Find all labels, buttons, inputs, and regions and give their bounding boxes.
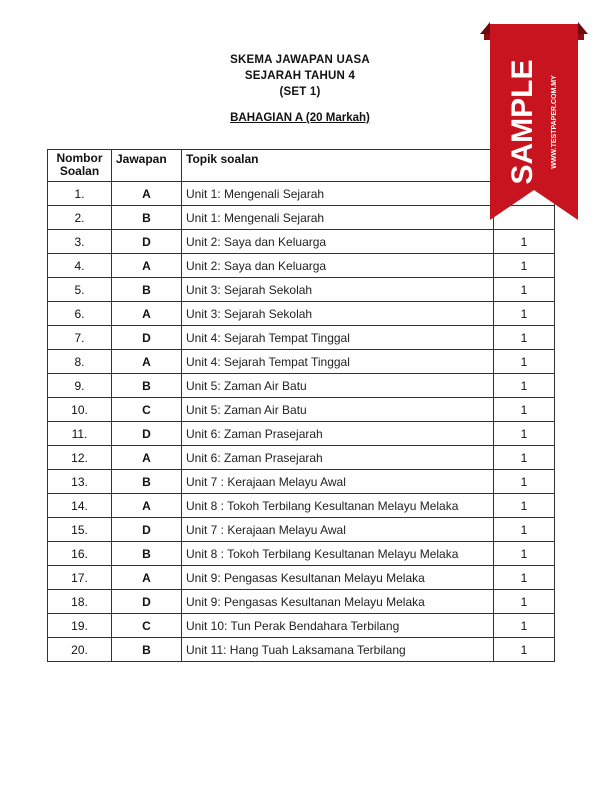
- table-row: [48, 278, 555, 302]
- mark: 1: [494, 422, 555, 446]
- sample-watermark-ribbon: [478, 20, 590, 238]
- table-row: [48, 254, 555, 278]
- table-row: [48, 398, 555, 422]
- question-number: 5.: [48, 278, 112, 302]
- mark: 1: [494, 590, 555, 614]
- topic: Unit 9: Pengasas Kesultanan Melayu Melaka: [182, 590, 494, 614]
- table-row: [48, 518, 555, 542]
- question-number: 6.: [48, 302, 112, 326]
- question-number: 14.: [48, 494, 112, 518]
- answer-letter: D: [112, 518, 182, 542]
- mark: 1: [494, 302, 555, 326]
- question-number: 3.: [48, 230, 112, 254]
- answer-letter: A: [112, 302, 182, 326]
- table-row: [48, 566, 555, 590]
- question-number: 7.: [48, 326, 112, 350]
- table-row: [48, 446, 555, 470]
- answer-letter: C: [112, 398, 182, 422]
- table-row: [48, 614, 555, 638]
- topic: Unit 1: Mengenali Sejarah: [182, 182, 494, 206]
- mark: 1: [494, 566, 555, 590]
- answer-letter: A: [112, 446, 182, 470]
- mark: 1: [494, 278, 555, 302]
- header-question-number: [48, 150, 112, 182]
- table-row: [48, 350, 555, 374]
- question-number: 20.: [48, 638, 112, 662]
- table-row: [48, 302, 555, 326]
- answer-letter: A: [112, 254, 182, 278]
- question-number: 13.: [48, 470, 112, 494]
- answer-letter: A: [112, 182, 182, 206]
- topic: Unit 2: Saya dan Keluarga: [182, 230, 494, 254]
- answer-letter: B: [112, 206, 182, 230]
- topic: Unit 3: Sejarah Sekolah: [182, 278, 494, 302]
- mark: 1: [494, 614, 555, 638]
- mark: 1: [494, 518, 555, 542]
- mark: 1: [494, 254, 555, 278]
- question-number: 10.: [48, 398, 112, 422]
- topic: Unit 4: Sejarah Tempat Tinggal: [182, 326, 494, 350]
- mark: 1: [494, 326, 555, 350]
- table-row: [48, 638, 555, 662]
- question-number: 8.: [48, 350, 112, 374]
- table-row: [48, 494, 555, 518]
- question-number: 9.: [48, 374, 112, 398]
- answer-letter: C: [112, 614, 182, 638]
- question-number: 4.: [48, 254, 112, 278]
- table-row: [48, 374, 555, 398]
- table-row: [48, 542, 555, 566]
- topic: Unit 9: Pengasas Kesultanan Melayu Melaka: [182, 566, 494, 590]
- mark: 1: [494, 470, 555, 494]
- title-line-3: (SET 1): [279, 86, 321, 98]
- table-row: [48, 590, 555, 614]
- topic: Unit 8 : Tokoh Terbilang Kesultanan Melayu Melaka: [182, 494, 494, 518]
- question-number: 18.: [48, 590, 112, 614]
- question-number: 11.: [48, 422, 112, 446]
- header-question-number-line1: Nombor: [56, 151, 103, 165]
- ribbon-site-url: WWW.TESTPAPER.COM.MY: [551, 75, 558, 169]
- question-number: 12.: [48, 446, 112, 470]
- ribbon-fold-shadow: [480, 22, 490, 34]
- table-row: [48, 470, 555, 494]
- answer-letter: B: [112, 374, 182, 398]
- question-number: 15.: [48, 518, 112, 542]
- answer-letter: A: [112, 566, 182, 590]
- topic: Unit 10: Tun Perak Bendahara Terbilang: [182, 614, 494, 638]
- topic: Unit 7 : Kerajaan Melayu Awal: [182, 470, 494, 494]
- question-number: 2.: [48, 206, 112, 230]
- mark: 1: [494, 374, 555, 398]
- answer-letter: B: [112, 542, 182, 566]
- answer-letter: B: [112, 638, 182, 662]
- ribbon-label-sample: SAMPLE: [506, 59, 539, 185]
- question-number: 16.: [48, 542, 112, 566]
- answer-letter: D: [112, 422, 182, 446]
- topic: Unit 4: Sejarah Tempat Tinggal: [182, 350, 494, 374]
- topic: Unit 3: Sejarah Sekolah: [182, 302, 494, 326]
- topic: Unit 5: Zaman Air Batu: [182, 374, 494, 398]
- title-line-1: SKEMA JAWAPAN UASA: [230, 54, 370, 66]
- table-row: [48, 326, 555, 350]
- answer-letter: B: [112, 278, 182, 302]
- header-answer: Jawapan: [112, 150, 182, 182]
- topic: Unit 7 : Kerajaan Melayu Awal: [182, 518, 494, 542]
- topic: Unit 11: Hang Tuah Laksamana Terbilang: [182, 638, 494, 662]
- answer-letter: B: [112, 470, 182, 494]
- answer-letter: A: [112, 350, 182, 374]
- mark: 1: [494, 350, 555, 374]
- mark: 1: [494, 446, 555, 470]
- topic: Unit 1: Mengenali Sejarah: [182, 206, 494, 230]
- table-row: [48, 422, 555, 446]
- topic: Unit 8 : Tokoh Terbilang Kesultanan Melayu Melaka: [182, 542, 494, 566]
- topic: Unit 6: Zaman Prasejarah: [182, 422, 494, 446]
- mark: 1: [494, 398, 555, 422]
- mark: 1: [494, 230, 555, 254]
- title-line-2: SEJARAH TAHUN 4: [244, 70, 356, 82]
- mark: 1: [494, 638, 555, 662]
- answer-letter: D: [112, 590, 182, 614]
- header-topic: Topik soalan: [182, 150, 494, 182]
- header-question-number-line2: Soalan: [59, 164, 100, 178]
- question-number: 1.: [48, 182, 112, 206]
- ribbon-fold-shadow-right: [578, 22, 588, 34]
- topic: Unit 5: Zaman Air Batu: [182, 398, 494, 422]
- section-title: BAHAGIAN A (20 Markah): [230, 112, 370, 124]
- topic: Unit 6: Zaman Prasejarah: [182, 446, 494, 470]
- mark: 1: [494, 494, 555, 518]
- answer-letter: D: [112, 230, 182, 254]
- mark: 1: [494, 542, 555, 566]
- answer-letter: D: [112, 326, 182, 350]
- question-number: 17.: [48, 566, 112, 590]
- answer-letter: A: [112, 494, 182, 518]
- topic: Unit 2: Saya dan Keluarga: [182, 254, 494, 278]
- question-number: 19.: [48, 614, 112, 638]
